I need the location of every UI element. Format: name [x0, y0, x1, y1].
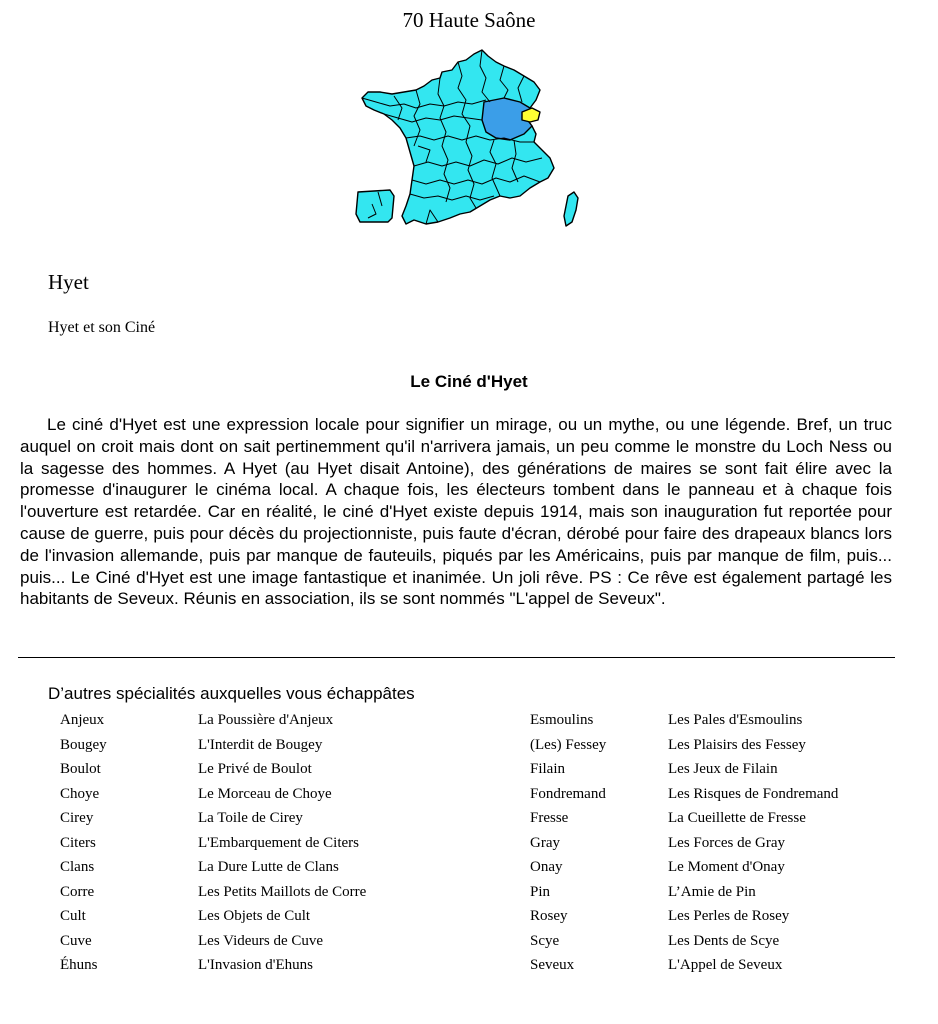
specialty-name: Les Petits Maillots de Corre [198, 883, 367, 900]
town-name: Cirey [60, 810, 94, 826]
town-name: (Les) Fessey [530, 736, 607, 753]
list-item [530, 708, 910, 733]
specialty-name: L'Invasion d'Ehuns [198, 957, 313, 973]
list-item [530, 904, 910, 929]
town-name: Choye [60, 785, 100, 802]
specialty-name: La Toile de Cirey [198, 810, 303, 826]
list-item [530, 831, 910, 856]
town-name: Cuve [60, 932, 92, 949]
specialty-name: Le Morceau de Choye [198, 785, 332, 802]
specialty-name: Les Forces de Gray [668, 834, 786, 851]
town-name: Rosey [530, 908, 568, 924]
town-name: Onay [530, 859, 563, 875]
specialty-name: Le Privé de Boulot [198, 761, 312, 777]
specialty-name: La Dure Lutte de Clans [198, 859, 339, 875]
town-name: Cult [60, 908, 86, 924]
france-map [354, 46, 584, 242]
department-title: 70 Haute Saône [402, 8, 536, 32]
specialties-list-right [530, 708, 910, 978]
list-item [60, 806, 480, 831]
specialty-name: L'Embarquement de Citers [198, 834, 359, 851]
divider [18, 657, 895, 658]
list-item [60, 708, 480, 733]
town-name: Pin [530, 883, 551, 900]
town-name: Seveux [530, 957, 575, 973]
specialty-name: Les Videurs de Cuve [198, 932, 324, 949]
france-departments-map-icon [354, 46, 584, 242]
commune-subtitle: Hyet et son Ciné [48, 319, 156, 336]
town-name: Scye [530, 932, 560, 949]
list-item [530, 929, 910, 954]
article-title: Le Ciné d'Hyet [410, 372, 528, 391]
specialty-name: La Poussière d'Anjeux [198, 712, 334, 728]
list-item [60, 953, 480, 978]
list-item [60, 904, 480, 929]
specialty-name: L’Amie de Pin [668, 883, 756, 900]
list-item [60, 831, 480, 856]
specialty-name: Les Pales d'Esmoulins [668, 712, 803, 728]
town-name: Anjeux [60, 712, 105, 728]
specialty-name: Les Objets de Cult [198, 908, 311, 924]
town-name: Fondremand [530, 785, 606, 802]
town-name: Corre [60, 883, 95, 900]
list-item [60, 855, 480, 880]
article-body: Le ciné d'Hyet est une expression locale pour signifier un mirage, ou un mythe, ou une légende. Bref, un truc auquel on croit mais dont on sait pertinemment qu'il n'arrivera jamais, un peu comme le monstre du Loch Ness ou la sagesse des hommes. A Hyet (au Hyet disait Antoine), des générations de maires se sont fait élire avec la promesse d'inaugurer le cinéma local. A chaque fois, les électeurs tombent dans le panneau et à chaque fois l'ouverture est retardée. Car en réalité, le ciné d'Hyet existe depuis 1914, mais son inauguration fut reportée pour cause de guerre, puis pour décès du projectionniste, puis faute d'écran, dérobé pour faire des drapeaux blancs lors de l'invasion allemande, puis par manque de fauteuils, piqués par les Américains, puis par manque de film, puis... puis... Le Ciné d'Hyet est une image fantastique et inanimée. Un joli rêve. PS : Ce rêve est également partagé les habitants de Seveux. Réunis en association, ils se sont nommés "L'appel de Seveux". [20, 415, 892, 609]
town-name: Fresse [530, 810, 569, 826]
town-name: Filain [530, 761, 566, 777]
specialty-name: Les Dents de Scye [668, 932, 780, 949]
list-item [60, 757, 480, 782]
list-item [60, 929, 480, 954]
specialty-name: Les Risques de Fondremand [668, 785, 839, 802]
list-item [530, 953, 910, 978]
town-name: Gray [530, 834, 560, 851]
list-item [530, 757, 910, 782]
list-item [530, 782, 910, 807]
specialty-name: L'Interdit de Bougey [198, 736, 323, 753]
commune-name: Hyet [48, 270, 89, 294]
specialty-name: Le Moment d'Onay [668, 859, 785, 875]
list-item [530, 806, 910, 831]
specialty-name: L'Appel de Seveux [668, 957, 783, 973]
town-name: Éhuns [60, 957, 98, 973]
list-item [60, 782, 480, 807]
specialty-name: Les Plaisirs des Fessey [668, 736, 806, 753]
town-name: Clans [60, 859, 95, 875]
specialty-name: Les Perles de Rosey [668, 908, 790, 924]
list-item [530, 855, 910, 880]
corsica-shape [564, 192, 578, 226]
town-name: Bougey [60, 736, 107, 753]
specialty-name: Les Jeux de Filain [668, 761, 778, 777]
list-item [60, 733, 480, 758]
specialty-name: La Cueillette de Fresse [668, 810, 806, 826]
list-item [530, 733, 910, 758]
town-name: Esmoulins [530, 712, 594, 728]
list-item [530, 880, 910, 905]
specialties-title: D’autres spécialités auxquelles vous échappâtes [48, 684, 415, 703]
town-name: Boulot [60, 761, 101, 777]
inset-shape [356, 190, 394, 222]
list-item [60, 880, 480, 905]
town-name: Citers [60, 834, 96, 851]
specialties-list-left [60, 708, 480, 978]
